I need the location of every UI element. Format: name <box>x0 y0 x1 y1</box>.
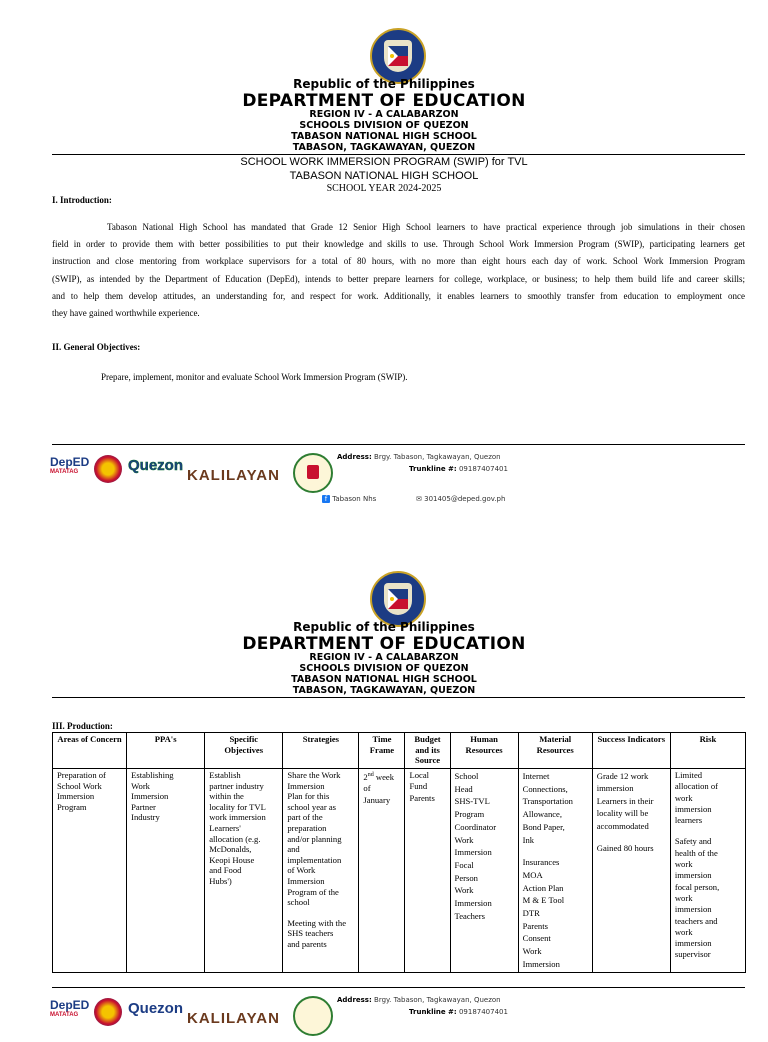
cell-line: Learners in their <box>596 795 654 806</box>
mail-icon: ✉ <box>416 495 422 503</box>
cell-line: part of the <box>287 812 323 823</box>
kalilayan-logo: KALILAYAN <box>187 1010 280 1027</box>
cell-line: SHS teachers <box>287 928 334 939</box>
time-frame-line: of <box>363 783 371 794</box>
cell-line: immersion <box>674 870 712 881</box>
quezon-logo: Quezon <box>128 457 183 474</box>
time-frame-first: 2nd week <box>363 771 394 782</box>
area-cell <box>53 769 127 973</box>
school-year: SCHOOL YEAR 2024-2025 <box>326 183 442 194</box>
cell-line: Coordinator <box>454 821 497 832</box>
republic-label: Republic of the Philippines <box>293 77 475 91</box>
cell-line: and Food <box>209 865 242 876</box>
cell-line: work immersion <box>209 812 266 823</box>
cell-line: Program <box>454 809 485 820</box>
cell-line: Safety and <box>674 836 712 847</box>
deped-logo: DepED MATATAG <box>50 998 90 1018</box>
cell-line: Work <box>454 885 474 896</box>
republic-label: Republic of the Philippines <box>293 620 475 634</box>
cell-line: SHS-TVL <box>454 796 490 807</box>
cell-line: Share the Work <box>287 770 341 780</box>
cell-line: Work <box>522 946 542 957</box>
intro-line: instruction and close mentoring from workplace supervisors for a total of 80 hours, with no more than eight hours each day of work. School Work Immersion Program <box>52 256 745 267</box>
cell-line <box>523 846 588 856</box>
cell-line: Internet <box>522 771 550 781</box>
column-header: Material Resources <box>518 733 592 769</box>
cell-line: Teachers <box>454 910 485 921</box>
cell-line: focal person, <box>674 881 720 892</box>
cell-line: Local <box>409 770 430 780</box>
kalilayan-logo: KALILAYAN <box>187 467 280 484</box>
cell-line: Head <box>454 783 473 794</box>
cell-line: work <box>674 926 693 937</box>
material-resources-cell <box>518 769 592 973</box>
school-label: TABASON NATIONAL HIGH SCHOOL <box>291 674 477 685</box>
cell-line: school <box>287 897 310 908</box>
cell-line: health of the <box>674 847 718 858</box>
email-link[interactable]: ✉ 301405@deped.gov.ph <box>416 495 506 503</box>
program-title: SCHOOL WORK IMMERSION PROGRAM (SWIP) for TVL <box>240 156 528 168</box>
column-header: Strategies <box>283 733 359 769</box>
ppa-cell <box>127 769 205 973</box>
cell-line: Immersion <box>454 898 492 909</box>
cell-line: Insurances <box>522 857 560 868</box>
cell-line: McDonalds, <box>209 844 252 855</box>
cell-line: Hubs') <box>209 875 232 886</box>
cell-line: and/or planning <box>287 833 342 844</box>
objectives-heading: II. General Objectives: <box>52 342 141 352</box>
cell-line: Immersion <box>57 791 95 802</box>
trunkline-line: Trunkline #: 09187407401 <box>409 1008 508 1016</box>
cell-line: DTR <box>522 908 540 919</box>
cell-line: Establish <box>209 770 241 780</box>
intro-heading: I. Introduction: <box>52 195 112 205</box>
column-header: Risk <box>670 733 745 769</box>
column-header: Budget and its Source <box>405 733 450 769</box>
cell-line: Focal <box>454 859 474 870</box>
time-frame-cell <box>359 769 405 973</box>
cell-line: Grade 12 work <box>596 771 649 781</box>
cell-line: learners <box>674 815 703 826</box>
cell-line: supervisor <box>674 949 711 960</box>
footer-divider <box>52 987 745 988</box>
cell-line: within the <box>209 791 244 802</box>
cell-line: immersion <box>674 803 712 814</box>
cell-line: Work <box>454 834 474 845</box>
budget-cell <box>405 769 450 973</box>
cell-line: Plan for this <box>287 791 330 802</box>
cell-line: School Work <box>57 780 102 791</box>
cell-line: allocation (e.g. <box>209 833 261 844</box>
production-heading: III. Production: <box>52 721 113 731</box>
address-line: Address: Brgy. Tabason, Tagkawayan, Quezon <box>337 996 501 1004</box>
cell-line: Parents <box>522 920 548 931</box>
cell-line: Immersion <box>522 958 560 969</box>
cell-line <box>675 826 741 836</box>
column-header: PPA's <box>127 733 205 769</box>
cell-line: locality will be <box>596 808 649 819</box>
cell-line: school year as <box>287 801 336 812</box>
cell-line: Partner <box>131 801 156 812</box>
objectives-text: Prepare, implement, monitor and evaluate School Work Immersion Program (SWIP). <box>101 372 408 382</box>
column-header: Areas of Concern <box>53 733 127 769</box>
cell-line: Ink <box>522 834 535 845</box>
cell-line: Consent <box>522 933 551 944</box>
address-line: Address: Brgy. Tabason, Tagkawayan, Quezon <box>337 453 501 461</box>
division-label: SCHOOLS DIVISION OF QUEZON <box>299 120 469 131</box>
quezon-logo: Quezon <box>128 1000 183 1017</box>
school-label: TABASON NATIONAL HIGH SCHOOL <box>291 131 477 142</box>
school-seal <box>293 996 333 1036</box>
cell-line: work <box>674 792 693 803</box>
header-divider <box>52 697 745 698</box>
department-title: DEPARTMENT OF EDUCATION <box>242 91 526 111</box>
region-label: REGION IV - A CALABARZON <box>309 652 459 663</box>
cell-line: Program of the <box>287 886 339 897</box>
cell-line: Keopi House <box>209 854 255 865</box>
cell-line: Establishing <box>131 770 174 780</box>
column-header: Human Resources <box>450 733 518 769</box>
cell-line: allocation of <box>674 781 719 792</box>
intro-paragraph <box>52 219 745 322</box>
cell-line: of Work <box>287 865 316 876</box>
cell-line: Work <box>131 780 150 791</box>
trunkline-line: Trunkline #: 09187407401 <box>409 465 508 473</box>
cell-line: Gained 80 hours <box>596 843 654 854</box>
cell-line: Limited <box>674 770 703 780</box>
cell-line <box>597 832 666 842</box>
cell-line: Immersion <box>287 780 325 791</box>
cell-line: and <box>287 844 300 855</box>
cell-line: preparation <box>287 822 327 833</box>
table-header-row <box>53 733 746 769</box>
program-school: TABASON NATIONAL HIGH SCHOOL <box>289 170 479 182</box>
cell-line: and parents <box>287 938 327 949</box>
cell-line: partner industry <box>209 780 264 791</box>
bagong-pilipinas-logo <box>94 998 122 1026</box>
cell-line: work <box>674 892 693 903</box>
school-seal <box>293 453 333 493</box>
cell-line: Immersion <box>287 875 325 886</box>
objectives-cell <box>205 769 283 973</box>
cell-line: Meeting with the <box>287 917 347 928</box>
intro-line: Tabason National High School has mandated that Grade 12 Senior High School learners to have practical experience through job simulations in their chosen <box>107 222 745 232</box>
cell-line: Immersion <box>454 847 492 858</box>
deped-seal <box>370 28 426 84</box>
facebook-link[interactable]: f Tabason Nhs <box>322 495 376 503</box>
cell-line: Learners' <box>209 822 241 833</box>
facebook-icon: f <box>322 495 330 503</box>
cell-line: Allowance, <box>522 809 563 820</box>
cell-line: Preparation of <box>57 770 106 780</box>
risk-cell <box>670 769 745 973</box>
time-frame-line: January <box>363 794 391 805</box>
cell-line: accommodated <box>596 820 649 831</box>
school-address: TABASON, TAGKAWAYAN, QUEZON <box>292 142 476 153</box>
cell-line: Immersion <box>131 791 169 802</box>
cell-line: Bond Paper, <box>522 821 565 832</box>
cell-line: Industry <box>131 812 160 823</box>
footer-logos <box>50 996 340 1042</box>
success-indicators-cell <box>592 769 670 973</box>
bagong-pilipinas-logo <box>94 455 122 483</box>
deped-seal <box>370 571 426 627</box>
cell-line: immersion <box>674 938 712 949</box>
cell-line: immersion <box>596 783 634 794</box>
division-label: SCHOOLS DIVISION OF QUEZON <box>299 663 469 674</box>
cell-line: immersion <box>674 904 712 915</box>
cell-line: work <box>674 859 693 870</box>
table-row <box>53 769 746 973</box>
cell-line: Transportation <box>522 796 573 807</box>
footer-divider <box>52 444 745 445</box>
cell-line: Parents <box>409 792 435 803</box>
column-header: Specific Objectives <box>205 733 283 769</box>
school-address: TABASON, TAGKAWAYAN, QUEZON <box>292 685 476 696</box>
cell-line: M & E Tool <box>522 895 565 906</box>
cell-line: locality for TVL <box>209 801 266 812</box>
cell-line: Connections, <box>522 783 568 794</box>
cell-line: Fund <box>409 781 428 792</box>
cell-line: teachers and <box>674 915 718 926</box>
cell-line: Program <box>57 801 87 812</box>
intro-line: field in order to provide them with better possibilities to put their knowledge and skills to use. Through School Work Immersion Program (SWIP), participating learners get <box>52 239 745 250</box>
department-title: DEPARTMENT OF EDUCATION <box>242 634 526 654</box>
strategies-cell <box>283 769 359 973</box>
cell-line: Person <box>454 872 478 883</box>
cell-line: Action Plan <box>522 882 564 893</box>
cell-line: MOA <box>522 869 543 880</box>
column-header: Time Frame <box>359 733 405 769</box>
column-header: Success Indicators <box>592 733 670 769</box>
cell-line: implementation <box>287 854 342 865</box>
cell-line: School <box>454 771 479 781</box>
intro-line: and to help them develop attitudes, an understanding for, and respect for work. Additionally, it enables learners to smoothly transfer from education to employment once <box>52 290 745 301</box>
intro-line: they have gained worthwhile experience. <box>52 308 200 319</box>
human-resources-cell <box>450 769 518 973</box>
intro-line: (SWIP), as intended by the Department of Education (DepEd), intends to better prepare learners for college, workplace, or business; to help them build life and career skills; <box>52 273 745 284</box>
region-label: REGION IV - A CALABARZON <box>309 109 459 120</box>
footer-logos <box>50 453 340 499</box>
cell-line <box>287 908 354 918</box>
production-table <box>52 732 746 973</box>
deped-logo: DepED MATATAG <box>50 455 90 475</box>
